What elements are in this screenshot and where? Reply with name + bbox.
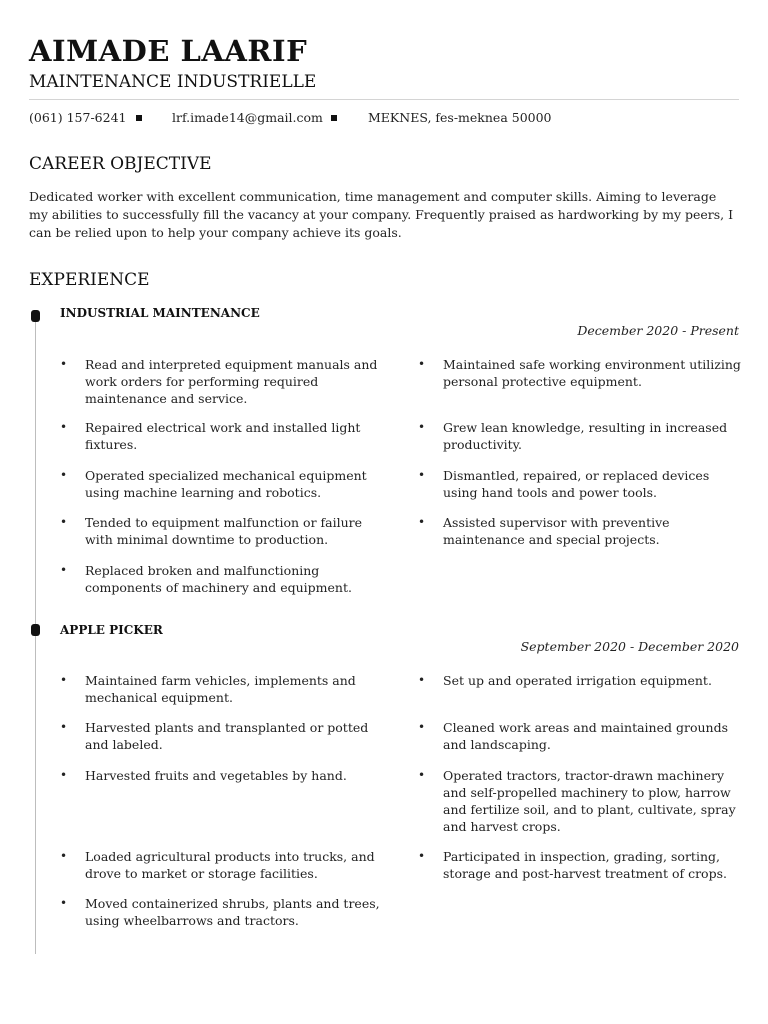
bullet-icon: •: [60, 673, 68, 687]
bullet-icon: •: [60, 849, 68, 863]
objective-text: Dedicated worker with excellent communication, time management and computer skills. Aiming to leverage my abilities to successfully fill the vacancy at your company. Frequently praised as hardworking by my peers, I can be relied upon to help your company achieve its goals.: [29, 189, 734, 240]
location-text: MEKNES, fes-meknea 50000: [368, 110, 552, 125]
experience-heading: EXPERIENCE: [29, 270, 150, 290]
list-item: • Assisted supervisor with preventive maintenance and special projects.: [418, 515, 670, 547]
separator-square-icon: [136, 115, 142, 121]
bullet-icon: •: [418, 720, 426, 734]
candidate-role: MAINTENANCE INDUSTRIELLE: [29, 72, 317, 92]
bullet-icon: •: [418, 849, 426, 863]
list-item: • Harvested fruits and vegetables by hand.: [60, 768, 347, 783]
job-title: APPLE PICKER: [60, 623, 163, 637]
bullet-icon: •: [60, 420, 68, 434]
bullet-icon: •: [60, 563, 68, 577]
bullet-icon: •: [60, 515, 68, 529]
list-item: • Maintained farm vehicles, implements and mechanical equipment.: [60, 673, 356, 705]
list-item: • Operated specialized mechanical equipment using machine learning and robotics.: [60, 468, 367, 500]
list-item: • Moved containerized shrubs, plants and trees, using wheelbarrows and tractors.: [60, 896, 380, 928]
bullet-icon: •: [418, 468, 426, 482]
list-item: • Tended to equipment malfunction or failure with minimal downtime to production.: [60, 515, 363, 547]
job-title: INDUSTRIAL MAINTENANCE: [60, 306, 260, 320]
bullet-icon: •: [60, 768, 68, 782]
bullet-icon: •: [60, 896, 68, 910]
email-link[interactable]: lrf.imade14@gmail.com: [172, 110, 323, 125]
bullet-icon: •: [60, 468, 68, 482]
timeline-marker-icon: [31, 624, 40, 636]
phone-number[interactable]: (061) 157-6241: [29, 110, 127, 125]
list-item: • Participated in inspection, grading, sorting, storage and post-harvest treatment of crops.: [418, 849, 727, 881]
bullet-icon: •: [418, 357, 426, 371]
bullet-icon: •: [418, 673, 426, 687]
list-item: • Dismantled, repaired, or replaced devices using hand tools and power tools.: [418, 468, 710, 500]
objective-heading: CAREER OBJECTIVE: [29, 154, 212, 174]
timeline-marker-icon: [31, 310, 40, 322]
bullet-icon: •: [418, 515, 426, 529]
candidate-name: AIMADE LAARIF: [29, 34, 308, 68]
list-item: • Maintained safe working environment utilizing personal protective equipment.: [418, 357, 741, 389]
list-item: • Harvested plants and transplanted or potted and labeled.: [60, 720, 369, 752]
list-item: • Grew lean knowledge, resulting in increased productivity.: [418, 420, 728, 452]
list-item: • Operated tractors, tractor-drawn machinery and self-propelled machinery to plow, harrow and fertilize soil, and to plant, cultivate, spray and harvest crops.: [418, 768, 736, 834]
header-divider: [29, 99, 739, 100]
job-date: September 2020 - December 2020: [520, 639, 739, 654]
bullet-icon: •: [418, 768, 426, 782]
job-date: December 2020 - Present: [577, 323, 739, 338]
list-item: • Repaired electrical work and installed light fixtures.: [60, 420, 361, 452]
bullet-icon: •: [418, 420, 426, 434]
separator-square-icon: [331, 115, 337, 121]
list-item: • Loaded agricultural products into trucks, and drove to market or storage facilities.: [60, 849, 375, 881]
list-item: • Set up and operated irrigation equipment.: [418, 673, 712, 688]
bullet-icon: •: [60, 357, 68, 371]
list-item: • Cleaned work areas and maintained grounds and landscaping.: [418, 720, 728, 752]
bullet-icon: •: [60, 720, 68, 734]
list-item: • Read and interpreted equipment manuals and work orders for performing required maintenance and service.: [60, 357, 378, 406]
list-item: • Replaced broken and malfunctioning components of machinery and equipment.: [60, 563, 352, 595]
